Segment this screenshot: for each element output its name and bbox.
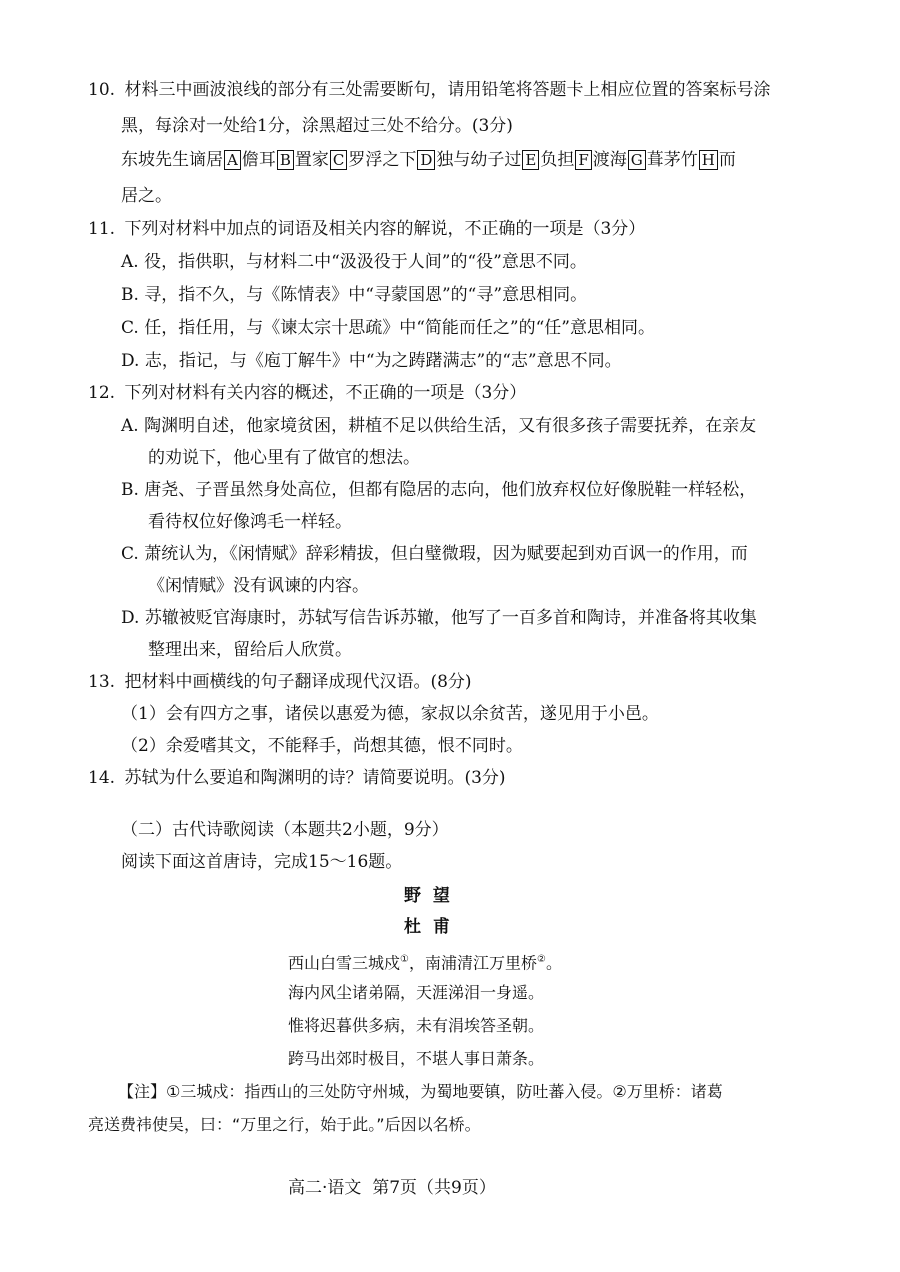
q12-option-d-2: 整理出来，留给后人欣赏。 — [148, 640, 352, 660]
q12-option-c-2: 《闲情赋》没有讽谏的内容。 — [148, 576, 369, 596]
passage-segment: 独与幼子过 — [436, 150, 522, 170]
q14-stem: 苏轼为什么要追和陶渊明的诗？请简要说明。(3分) — [124, 768, 506, 788]
poem-line-text: ，南浦清江万里桥 — [408, 953, 537, 973]
section-heading: （二）古代诗歌阅读（本题共2小题，9分） — [121, 820, 449, 840]
passage-segment: 渡海 — [592, 150, 627, 170]
poem-line-4: 跨马出郊时极目，不堪人事日萧条。 — [288, 1049, 545, 1068]
q10-stem-1: 材料三中画波浪线的部分有三处需要断句，请用铅笔将答题卡上相应位置的答案标号涂 — [124, 80, 771, 100]
q10-line2 — [121, 114, 513, 138]
q11-stem: 下列对材料中加点的词语及相关内容的解说，不正确的一项是（3分） — [124, 219, 646, 239]
q10-line1 — [88, 78, 770, 102]
break-box: C — [330, 150, 347, 170]
q12-option-c-1: C. 萧统认为，《闲情赋》辞彩精拔，但白璧微瑕，因为赋要起到劝百讽一的作用，而 — [121, 544, 748, 564]
note-line-1: 【注】①三城戍：指西山的三处防守州城，为蜀地要镇，防吐蕃入侵。②万里桥：诸葛 — [118, 1082, 723, 1101]
passage-segment: 东坡先生谪居 — [121, 150, 223, 170]
q12-option-a-1: A. 陶渊明自述，他家境贫困，耕植不足以供给生活，又有很多孩子需要抚养，在亲友 — [121, 416, 757, 436]
q13-stem: 把材料中画横线的句子翻译成现代汉语。(8分) — [124, 672, 472, 692]
q12-stem-line — [88, 381, 526, 405]
passage-segment: 罗浮之下 — [348, 150, 417, 170]
q13-item-2: （2）余爱嗜其文，不能释手，尚想其德，恨不同时。 — [121, 736, 523, 756]
q12-number: 12. — [88, 383, 116, 403]
q13-number: 13. — [88, 672, 116, 692]
q12-option-d-1: D. 苏辙被贬官海康时，苏轼写信告诉苏辙，他写了一百多首和陶诗，并准备将其收集 — [121, 608, 757, 628]
note-line-2: 亮送费祎使吴，曰：“万里之行，始于此。”后因以名桥。 — [88, 1115, 481, 1134]
passage-segment: 负担 — [540, 150, 575, 170]
q11-option-a: A. 役，指供职，与材料二中“汲汲役于人间”的“役”意思不同。 — [121, 252, 587, 272]
section-instruction: 阅读下面这首唐诗，完成15～16题。 — [121, 852, 403, 872]
q10-passage — [121, 148, 736, 172]
q11-option-b: B. 寻，指不久，与《陈情表》中“寻蒙国恩”的“寻”意思相同。 — [121, 285, 588, 305]
poem-line-text: 。 — [545, 953, 562, 973]
passage-segment: 置家 — [294, 150, 329, 170]
q10-number: 10. — [88, 80, 116, 100]
passage-end: 居之。 — [121, 186, 172, 206]
q13-item-1: （1）会有四方之事，诸侯以惠爱为德，家叔以余贫苦，遂见用于小邑。 — [121, 704, 659, 724]
poem-line-3: 惟将迟暮供多病，未有涓埃答圣朝。 — [288, 1016, 545, 1035]
poem-line-2: 海内风尘诸弟隔，天涯涕泪一身遥。 — [288, 983, 545, 1002]
q14-stem-line — [88, 766, 506, 790]
q10-passage-end — [121, 184, 172, 208]
passage-segment: 而 — [718, 150, 736, 170]
passage-segment: 儋耳 — [241, 150, 276, 170]
footnote-marker: ② — [537, 954, 546, 965]
q11-stem-line — [88, 217, 645, 241]
q13-stem-line — [88, 670, 472, 694]
q12-option-a-2: 的劝说下，他心里有了做官的想法。 — [148, 448, 420, 468]
poem-author: 杜 甫 — [404, 917, 450, 937]
q12-stem: 下列对材料有关内容的概述，不正确的一项是（3分） — [124, 383, 527, 403]
break-box: B — [277, 150, 294, 170]
page-footer: 高二·语文 第7页（共9页） — [288, 1178, 496, 1198]
break-box: E — [522, 150, 539, 170]
q10-stem-2: 黑，每涂对一处给1分，涂黑超过三处不给分。(3分) — [121, 116, 513, 136]
q12-option-b-1: B. 唐尧、子晋虽然身处高位，但都有隐居的志向，他们放弃权位好像脱鞋一样轻松， — [121, 480, 757, 500]
q14-number: 14. — [88, 768, 116, 788]
q12-option-b-2: 看待权位好像鸿毛一样轻。 — [148, 512, 352, 532]
passage-segment: 葺茅竹 — [646, 150, 698, 170]
break-box: F — [575, 150, 591, 170]
break-box: G — [628, 150, 646, 170]
break-box: D — [417, 150, 435, 170]
q11-option-d: D. 志，指记，与《庖丁解牛》中“为之踌躇满志”的“志”意思不同。 — [121, 351, 622, 371]
poem-title: 野 望 — [404, 886, 450, 906]
poem-line-text: 西山白雪三城戍 — [288, 953, 401, 973]
q11-option-c: C. 任，指任用，与《谏太宗十思疏》中“简能而任之”的“任”意思相同。 — [121, 318, 655, 338]
q11-number: 11. — [88, 219, 116, 239]
break-box: H — [699, 150, 718, 170]
poem-line-1 — [288, 948, 562, 975]
footnote-marker: ① — [400, 954, 409, 965]
break-box: A — [224, 150, 241, 170]
